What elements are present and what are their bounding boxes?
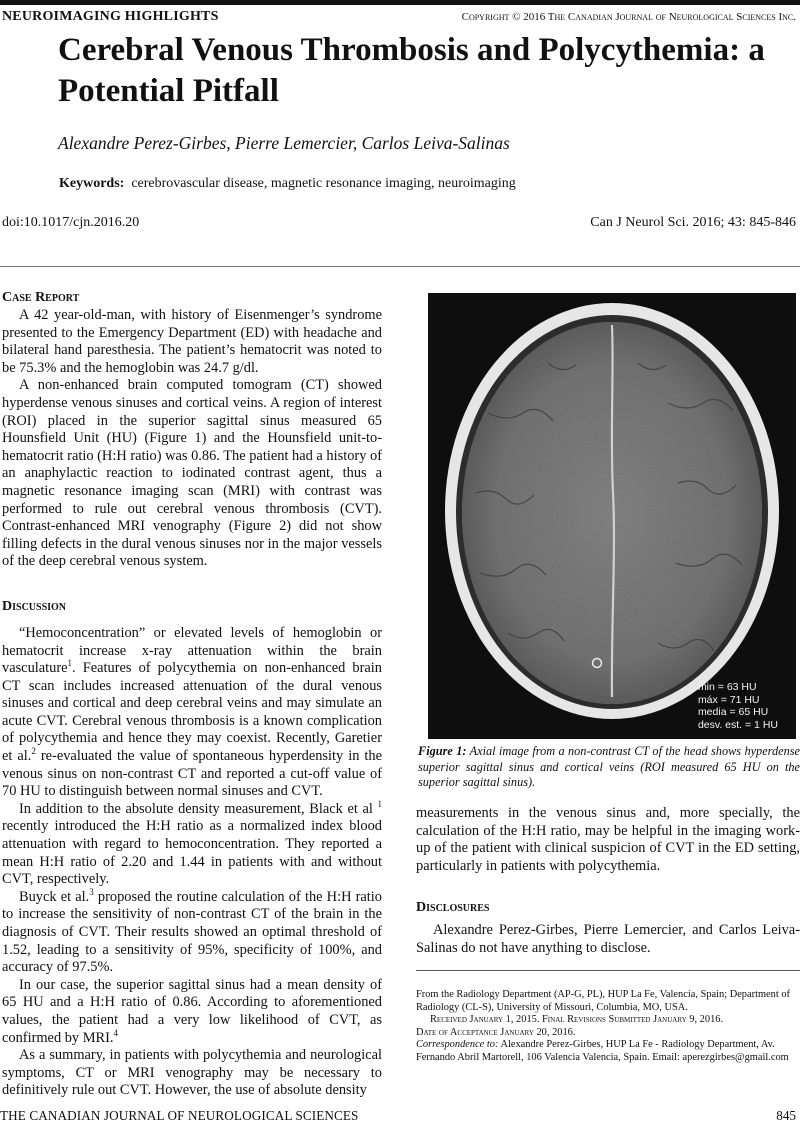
- roi-stat-mean: media = 65 HU: [697, 706, 769, 718]
- doi-link[interactable]: doi:10.1017/cjn.2016.20: [2, 215, 140, 230]
- correspondence-text: Alexandre Perez-Girbes, HUP La Fe - Radiology Department, Av. Fernando Abril Martorell, 106 Valencia Valencia, Spain. Email: aperezgirbes@gmail.com: [416, 1039, 789, 1063]
- discussion-paragraph: In our case, the superior sagittal sinus had a mean density of 65 HU and a H:H ratio of 0.86. According to aforementioned values, the patient had a very low likelihood of CVT, as confirmed by MRI.$^4$: [2, 976, 382, 1046]
- right-column: [416, 805, 800, 958]
- case-report-heading: Case Report: [2, 290, 80, 305]
- figure-caption-label: Figure 1:: [418, 744, 467, 758]
- discussion-paragraph: In addition to the absolute density measurement, Black et al $^1$ recently introduced the H:H ratio as a normalized index blood attenuation with regard to hemoconcentration. They reported a mean H:H ratio of 2.20 and 1.44 in patients with and without CVT, respectively.: [2, 799, 382, 888]
- discussion-heading: Discussion: [2, 598, 67, 614]
- discussion-paragraph: As a summary, in patients with polycythemia and neurological symptoms, CT or MRI venography may be necessary to definitively rule out CVT. However, the use of absolute density: [2, 1047, 382, 1099]
- figure-caption: [418, 744, 800, 791]
- page-number: 845: [776, 1108, 796, 1123]
- correspondence-label: Correspondence to:: [416, 1039, 499, 1051]
- section-label: NEUROIMAGING HIGHLIGHTS: [2, 9, 219, 24]
- reference-link[interactable]: 2: [31, 746, 36, 757]
- case-report-paragraph: A non-enhanced brain computed tomogram (CT) showed hyperdense venous sinuses and cortical veins. A region of interest (ROI) placed in the superior sagittal sinus measured 65 Hounsfield Unit (HU) (Figure 1) and the Hounsfield unit-to-hematocrit ratio (H:H ratio) was 0.86. The patient had a history of an anaphylactic reaction to iodinated contrast agent, thus a magnetic resonance imaging scan (MRI) with contrast was performed to rule out cerebral venous thrombosis (CVT). Contrast-enhanced MRI venography (Figure 2) did not show filling defects in the dural venous sinuses nor in the major vessels of the deep cerebral venous system.: [2, 377, 382, 570]
- keywords-label: Keywords:: [59, 176, 125, 191]
- reference-link[interactable]: 1: [67, 658, 73, 669]
- discussion-paragraph: “Hemoconcentration” or elevated levels of hemoglobin or hematocrit increase x-ray attenuation within the brain vasculature$^1$. Features of polycythemia on non-enhanced brain CT scan includes increased attenuation of the dural venous sinuses and cortical and deep cerebral veins and may simulate an acute CVT. Cerebral venous thrombosis is a known complication of polycythemia and hence they may coexist. Recently, Garetier et al.$^2$ re-evaluated the value of spontaneous hyperdensity in the venous sinus on non-contrast CT and reported a cut-off value of 70 HU to distinguish between normal sinuses and CVT.: [2, 624, 382, 800]
- roi-stat-sd: desv. est. = 1 HU: [697, 718, 778, 731]
- ct-figure-image: [428, 293, 796, 739]
- discussion-continued-paragraph: measurements in the venous sinus and, more specially, the calculation of the H:H ratio, may be helpful in the imaging work-up of the patient with clinical suspicion of CVT in the ED setting, particularly in patients with polycythemia.: [416, 805, 800, 874]
- left-column: [2, 289, 382, 1100]
- affiliation-note: From the Radiology Department (AP-G, PL), HUP La Fe, Valencia, Spain; Department of Radiology (CL-S), University of Missouri, Columbia, MO, USA.: [416, 989, 790, 1013]
- header-divider: [0, 266, 800, 267]
- keywords-text: cerebrovascular disease, magnetic resonance imaging, neuroimaging: [131, 176, 516, 191]
- case-report-paragraph: A 42 year-old-man, with history of Eisenmenger’s syndrome presented to the Emergency Department (ED) with headache and bilateral hand paresthesia. The patient’s hematocrit was noted to be 75.3% and the hemoglobin was 24.7 g/dl.: [2, 307, 382, 376]
- author-list: Alexandre Perez-Girbes, Pierre Lemercier, Carlos Leiva-Salinas: [58, 133, 510, 153]
- copyright-line: Copyright © 2016 The Canadian Journal of Neurological Sciences Inc.: [461, 11, 796, 23]
- reference-link[interactable]: 3: [89, 887, 94, 898]
- roi-statistics: [698, 681, 778, 731]
- article-title: Cerebral Venous Thrombosis and Polycythemia: a Potential Pitfall: [58, 32, 765, 109]
- keywords-line: [59, 176, 516, 192]
- roi-stat-max: máx = 71 HU: [697, 693, 760, 706]
- reference-link[interactable]: 4: [113, 1027, 119, 1038]
- roi-stat-min: min = 63 HU: [697, 681, 757, 693]
- ct-scan-graphic: [428, 293, 796, 739]
- top-rule: [0, 0, 800, 5]
- received-note: Received January 1, 2015. Final Revisions Submitted January 9, 2016.: [430, 1014, 724, 1026]
- journal-footer: THE CANADIAN JOURNAL OF NEUROLOGICAL SCIENCES: [0, 1108, 359, 1123]
- reference-link[interactable]: 1: [377, 799, 382, 810]
- acceptance-note: Date of Acceptance January 20, 2016.: [416, 1026, 576, 1038]
- discussion-paragraph: Buyck et al.$^3$ proposed the routine calculation of the H:H ratio to increase the sensitivity of non-contrast CT of the brain in the diagnosis of CVT. Their results showed an optimal threshold of 1.52, leading to a sensitivity of 95%, specificity of 100%, and accuracy of 97.5%.: [2, 887, 382, 976]
- disclosures-paragraph: Alexandre Perez-Girbes, Pierre Lemercier, and Carlos Leiva-Salinas do not have anything to disclose.: [416, 922, 800, 956]
- citation-line: Can J Neurol Sci. 2016; 43: 845-846: [590, 215, 796, 230]
- figure-caption-text: Axial image from a non-contrast CT of the head shows hyperdense superior sagittal sinus and cortical veins (ROI measured 65 HU on the superior sagittal sinus).: [418, 744, 800, 789]
- footnote-divider: [416, 970, 800, 971]
- disclosures-heading: Disclosures: [416, 900, 490, 916]
- footnotes: [416, 989, 800, 1065]
- correspondence-note: [416, 1039, 800, 1064]
